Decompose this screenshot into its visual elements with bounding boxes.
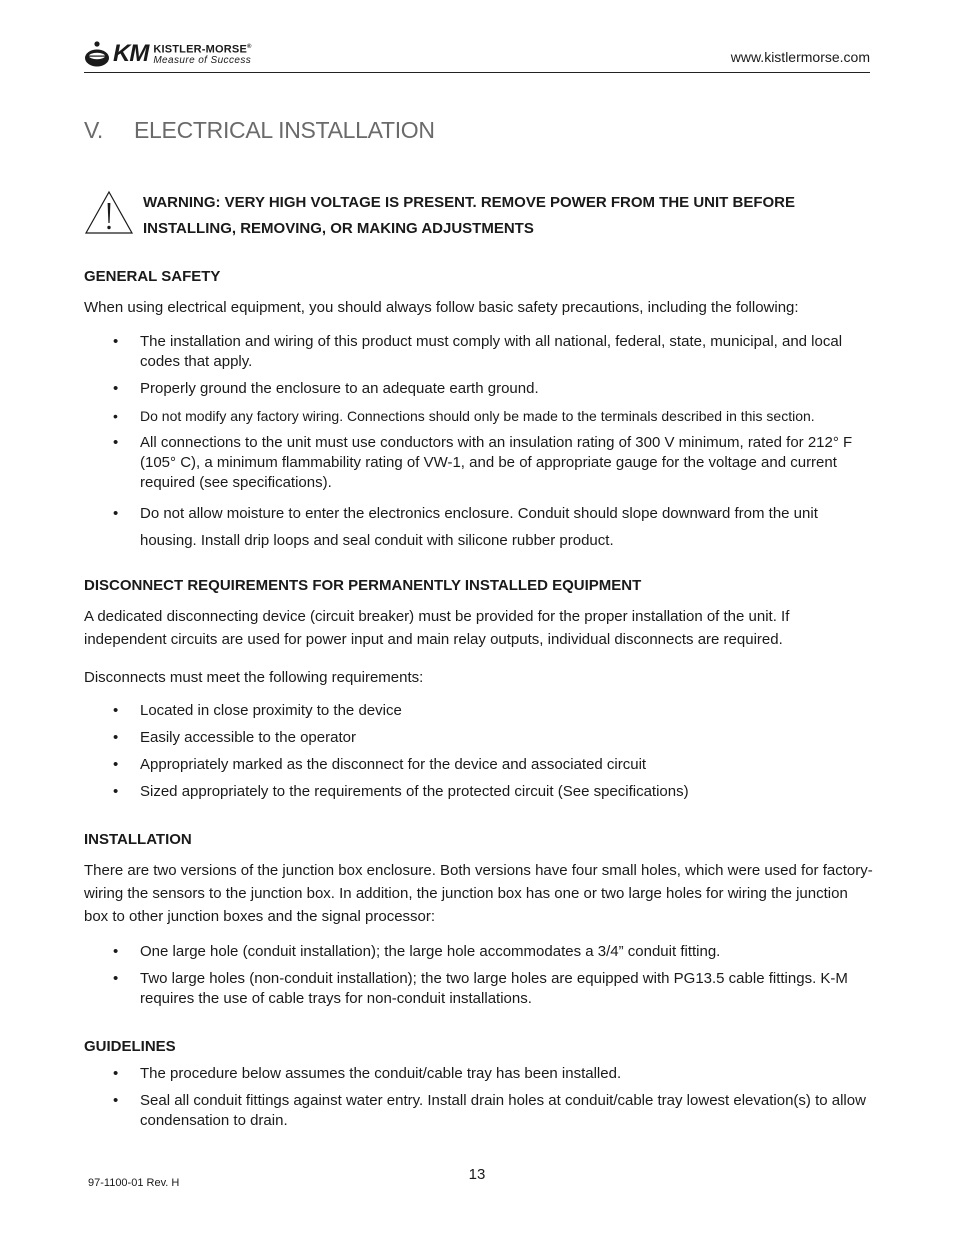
list-item: • Two large holes (non-conduit installation); the two large holes are equipped with PG13.5 cable fittings. K-M requires the use of cable trays for non-conduit installations. bbox=[84, 969, 874, 1009]
section-number: V. bbox=[84, 117, 104, 143]
installation-list bbox=[84, 942, 874, 1016]
warning-text bbox=[143, 190, 863, 242]
logo-brand: KISTLER-MORSE® bbox=[153, 43, 252, 56]
list-item: • The procedure below assumes the conduit/cable tray has been installed. bbox=[84, 1064, 874, 1084]
list-item: • All connections to the unit must use conductors with an insulation rating of 300 V minimum, rated for 212° F (105° C), a minimum flammability rating of VW-1, and be of appropriate gauge for the voltage and current required (see specifications). bbox=[84, 433, 874, 493]
logo-tagline: Measure of Success bbox=[153, 55, 252, 67]
list-item: • Do not modify any factory wiring. Connections should only be made to the terminals described in this section. bbox=[84, 406, 874, 426]
document-id: 97-1100-01 Rev. H bbox=[88, 1177, 180, 1189]
installation-paragraph: There are two versions of the junction box enclosure. Both versions have four small holes, which were used for factory-wiring the sensors to the junction box. In addition, the junction box has one or two large holes for wiring the junction box to other junction boxes and the signal processor: bbox=[84, 862, 873, 925]
kistler-morse-logo bbox=[84, 38, 252, 70]
installation-heading: INSTALLATION bbox=[84, 831, 192, 848]
disconnect-paragraph: A dedicated disconnecting device (circuit breaker) must be provided for the proper installation of the unit. If independent circuits are used for power input and main relay outputs, individual disconnects are required. bbox=[84, 608, 790, 648]
website-url[interactable]: www.kistlermorse.com bbox=[730, 49, 870, 65]
warning-line-2: INSTALLING, REMOVING, OR MAKING ADJUSTMENTS bbox=[143, 220, 534, 237]
registered-mark: ® bbox=[246, 43, 252, 50]
general-safety-heading: GENERAL SAFETY bbox=[84, 268, 221, 285]
list-item: • One large hole (conduit installation); the large hole accommodates a 3/4” conduit fitting. bbox=[84, 942, 874, 962]
list-item: • The installation and wiring of this product must comply with all national, federal, state, municipal, and local codes that apply. bbox=[84, 332, 874, 372]
guidelines-heading: GUIDELINES bbox=[84, 1038, 176, 1055]
page-header bbox=[84, 38, 870, 73]
warning-triangle-icon bbox=[84, 190, 134, 235]
page-number: 13 bbox=[468, 1166, 486, 1183]
disconnect-heading: DISCONNECT REQUIREMENTS FOR PERMANENTLY INSTALLED EQUIPMENT bbox=[84, 577, 642, 594]
list-item: • Appropriately marked as the disconnect for the device and associated circuit bbox=[84, 755, 874, 775]
warning-line-1: WARNING: VERY HIGH VOLTAGE IS PRESENT. REMOVE POWER FROM THE UNIT BEFORE bbox=[143, 194, 795, 211]
general-safety-intro: When using electrical equipment, you should always follow basic safety precautions, including the following: bbox=[84, 299, 799, 316]
list-item: • Seal all conduit fittings against water entry. Install drain holes at conduit/cable tray lowest elevation(s) to allow condensation to drain. bbox=[84, 1091, 874, 1131]
disconnect-requirements-intro: Disconnects must meet the following requirements: bbox=[84, 669, 424, 686]
section-title-text: ELECTRICAL INSTALLATION bbox=[134, 117, 435, 143]
list-item: • Easily accessible to the operator bbox=[84, 728, 874, 748]
list-item: • Sized appropriately to the requirements of the protected circuit (See specifications) bbox=[84, 782, 874, 802]
section-title bbox=[84, 117, 435, 144]
logo-scale-icon bbox=[84, 40, 110, 68]
logo-initials: KM bbox=[113, 40, 149, 67]
list-item: • Do not allow moisture to enter the electronics enclosure. Conduit should slope downward from the unit housing. Install drip loops and seal conduit with silicone rubber product. bbox=[84, 500, 874, 554]
disconnect-list bbox=[84, 701, 874, 809]
list-item: • Properly ground the enclosure to an adequate earth ground. bbox=[84, 379, 874, 399]
general-safety-list bbox=[84, 332, 874, 561]
list-item: • Located in close proximity to the device bbox=[84, 701, 874, 721]
guidelines-list bbox=[84, 1064, 874, 1138]
